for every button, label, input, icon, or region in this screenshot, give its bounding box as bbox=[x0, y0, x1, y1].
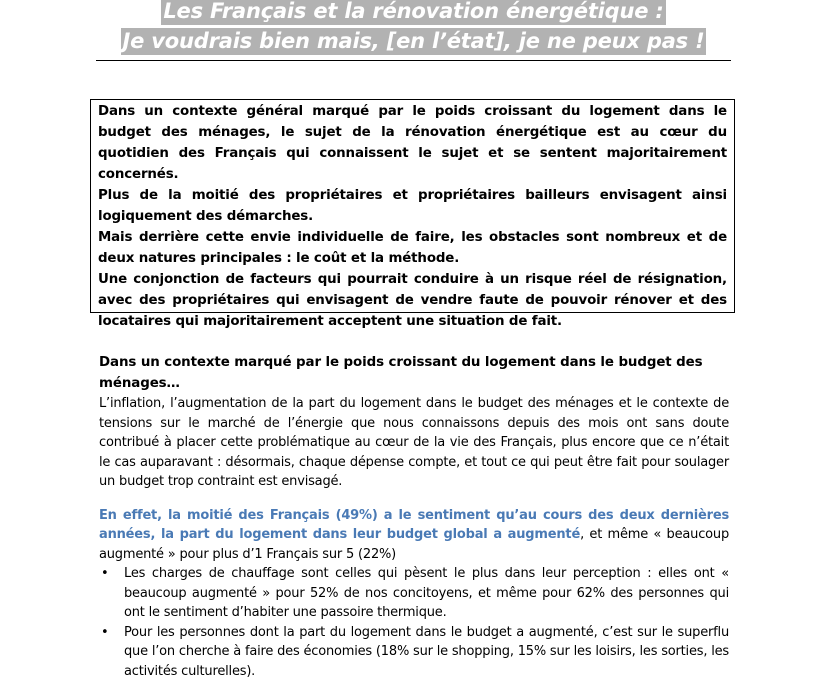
section-heading: Dans un contexte marqué par le poids croissant du logement dans le budget des ménages… bbox=[99, 352, 729, 394]
body-paragraph: L’inflation, l’augmentation de la part du logement dans le budget des ménages et le contexte de tensions sur le marché de l’énergie que nous connaissons depuis des mois ont sans doute contribué à placer cette problématique au cœur de la vie des Français, plus encore que ce n’était le cas auparavant : désormais, chaque dépense compte, et tout ce qui peut être fait pour soulager un budget trop contraint est envisagé. bbox=[99, 394, 729, 492]
summary-paragraph: Dans un contexte général marqué par le poids croissant du logement dans le budget des ménages, le sujet de la rénovation énergétique est au cœur du quotidien des Français qui connaissent le sujet et se sentent majoritairement concernés. bbox=[98, 101, 727, 185]
bullet-item: • Pour les personnes dont la part du logement dans le budget a augmenté, c’est sur le superflu que l’on cherche à faire des économies (18% sur le shopping, 15% sur les loisirs, les sorties, les activités culturelles). bbox=[99, 623, 729, 681]
bullet-item: • Les charges de chauffage sont celles qui pèsent le plus dans leur perception : elles ont « beaucoup augmenté » pour 52% de nos concitoyens, et même pour 62% des personnes qui ont le sentiment d’habiter une passoire thermique. bbox=[99, 564, 729, 623]
bullet-list bbox=[99, 564, 729, 681]
body-section bbox=[99, 352, 729, 681]
summary-paragraph: Mais derrière cette envie individuelle de faire, les obstacles sont nombreux et de deux natures principales : le coût et la méthode. bbox=[98, 227, 727, 269]
title-underline-rule bbox=[96, 60, 731, 61]
statement-continuation: , et même « beaucoup augmenté » pour plus d’1 Français sur 5 (22%) bbox=[99, 527, 729, 562]
highlighted-statement: En effet, la moitié des Français (49%) a le sentiment qu’au cours des deux dernières années, la part du logement dans leur budget global a augmenté bbox=[99, 508, 729, 543]
summary-paragraph: Une conjonction de facteurs qui pourrait conduire à un risque réel de résignation, avec des propriétaires qui envisagent de vendre faute de pouvoir rénover et des locataires qui majoritairement acceptent une situation de fait. bbox=[98, 269, 727, 332]
body-paragraph-highlighted bbox=[99, 506, 729, 565]
summary-box bbox=[90, 99, 735, 313]
title-line-2: Je voudrais bien mais, [en l’état], je ne peux pas ! bbox=[121, 28, 707, 55]
title-line-1: Les Français et la rénovation énergétique : bbox=[161, 0, 665, 25]
summary-paragraph: Plus de la moitié des propriétaires et propriétaires bailleurs envisagent ainsi logiquement des démarches. bbox=[98, 185, 727, 227]
